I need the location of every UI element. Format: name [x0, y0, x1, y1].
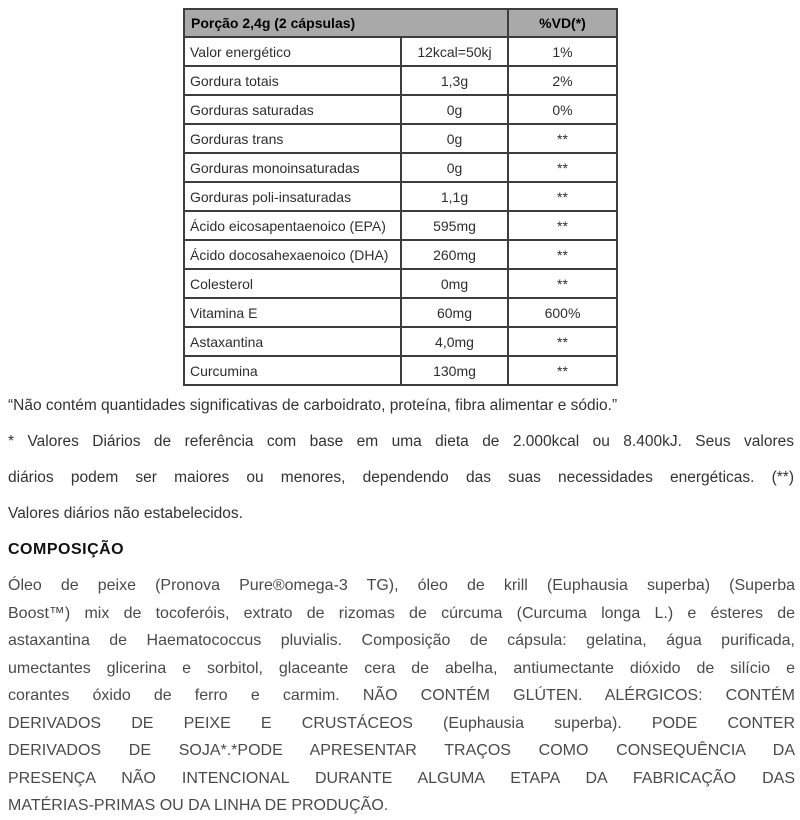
footnote-line: diários podem ser maiores ou menores, dependendo das suas necessidades energéticas. (**)	[8, 469, 794, 486]
nutrient-amount: 0mg	[401, 269, 508, 298]
composition-paragraph	[8, 572, 795, 820]
nutrient-amount: 1,3g	[401, 66, 508, 95]
header-row	[184, 9, 617, 37]
table-row	[184, 37, 617, 66]
table-row	[184, 356, 617, 385]
nutrient-daily-value: **	[508, 327, 617, 356]
nutrient-label: Vitamina E	[184, 298, 401, 327]
nutrient-daily-value: 1%	[508, 37, 617, 66]
nutrient-daily-value: **	[508, 182, 617, 211]
nutrition-table-header	[184, 9, 617, 37]
composition-line: corantes óxido de ferro e carmim. NÃO CONTÉM GLÚTEN. ALÉRGICOS: CONTÉM	[8, 687, 795, 704]
nutrient-daily-value: **	[508, 211, 617, 240]
nutrient-amount: 130mg	[401, 356, 508, 385]
table-row	[184, 240, 617, 269]
composition-line: umectantes glicerina e sorbitol, glaceante cera de abelha, antiumectante dióxido de silício e	[8, 659, 795, 677]
nutrient-label: Gordura totais	[184, 66, 401, 95]
nutrient-label: Valor energético	[184, 37, 401, 66]
composition-line: PRESENÇA NÃO INTENCIONAL DURANTE ALGUMA ETAPA DA FABRICAÇÃO DAS	[8, 769, 795, 787]
table-row	[184, 327, 617, 356]
nutrient-label: Gorduras monoinsaturadas	[184, 153, 401, 182]
composition-line: Óleo de peixe (Pronova Pure®omega-3 TG), óleo de krill (Euphausia superba) (Superba	[8, 577, 795, 594]
nutrient-amount: 1,1g	[401, 182, 508, 211]
table-row	[184, 298, 617, 327]
nutrient-label: Gorduras trans	[184, 124, 401, 153]
nutrient-daily-value: 0%	[508, 95, 617, 124]
notes-section	[8, 388, 794, 568]
nutrient-label: Colesterol	[184, 269, 401, 298]
composition-heading: COMPOSIÇÃO	[8, 541, 125, 558]
composition-line: DERIVADOS DE PEIXE E CRUSTÁCEOS (Euphausia superba). PODE CONTER	[8, 714, 795, 732]
table-row	[184, 124, 617, 153]
table-row	[184, 269, 617, 298]
nutrient-label: Ácido docosahexaenoico (DHA)	[184, 240, 401, 269]
nutrient-daily-value: **	[508, 124, 617, 153]
nutrient-label: Curcumina	[184, 356, 401, 385]
nutrient-label: Gorduras saturadas	[184, 95, 401, 124]
table-row	[184, 66, 617, 95]
nutrient-amount: 595mg	[401, 211, 508, 240]
nutrient-amount: 0g	[401, 95, 508, 124]
footnote-line: Valores diários não estabelecidos.	[8, 505, 243, 522]
vd-header: %VD(*)	[508, 9, 617, 37]
nutrient-daily-value: 600%	[508, 298, 617, 327]
nutrient-label: Astaxantina	[184, 327, 401, 356]
table-row	[184, 211, 617, 240]
nutrient-amount: 0g	[401, 153, 508, 182]
composition-line: DERIVADOS DE SOJA*.*PODE APRESENTAR TRAÇOS COMO CONSEQUÊNCIA DA	[8, 742, 795, 759]
nutrient-label: Ácido eicosapentaenoico (EPA)	[184, 211, 401, 240]
nutrient-daily-value: **	[508, 356, 617, 385]
portion-header: Porção 2,4g (2 cápsulas)	[184, 9, 508, 37]
nutrient-daily-value: **	[508, 153, 617, 182]
table-row	[184, 182, 617, 211]
footnote-line: * Valores Diários de referência com base em uma dieta de 2.000kcal ou 8.400kJ. Seus valores	[8, 433, 794, 450]
nutrition-table	[183, 8, 618, 386]
table-row	[184, 95, 617, 124]
nutrient-label: Gorduras poli-insaturadas	[184, 182, 401, 211]
no-significant-quantities-note: “Não contém quantidades significativas de carboidrato, proteína, fibra alimentar e sódio.”	[8, 397, 618, 414]
nutrient-amount: 12kcal=50kj	[401, 37, 508, 66]
nutrient-amount: 60mg	[401, 298, 508, 327]
nutrient-amount: 4,0mg	[401, 327, 508, 356]
nutrient-amount: 0g	[401, 124, 508, 153]
nutrient-daily-value: **	[508, 269, 617, 298]
table-row	[184, 153, 617, 182]
composition-line: MATÉRIAS-PRIMAS OU DA LINHA DE PRODUÇÃO.	[8, 797, 389, 814]
composition-line: Boost™) mix de tocoferóis, extrato de rizomas de cúrcuma (Curcuma longa L.) e ésteres de	[8, 604, 795, 622]
daily-values-footnote	[8, 424, 794, 532]
nutrition-table-body	[184, 37, 617, 385]
nutrient-daily-value: **	[508, 240, 617, 269]
nutrient-amount: 260mg	[401, 240, 508, 269]
composition-line: astaxantina de Haematococcus pluvialis. Composição de cápsula: gelatina, água purificada,	[8, 632, 795, 649]
nutrient-daily-value: 2%	[508, 66, 617, 95]
